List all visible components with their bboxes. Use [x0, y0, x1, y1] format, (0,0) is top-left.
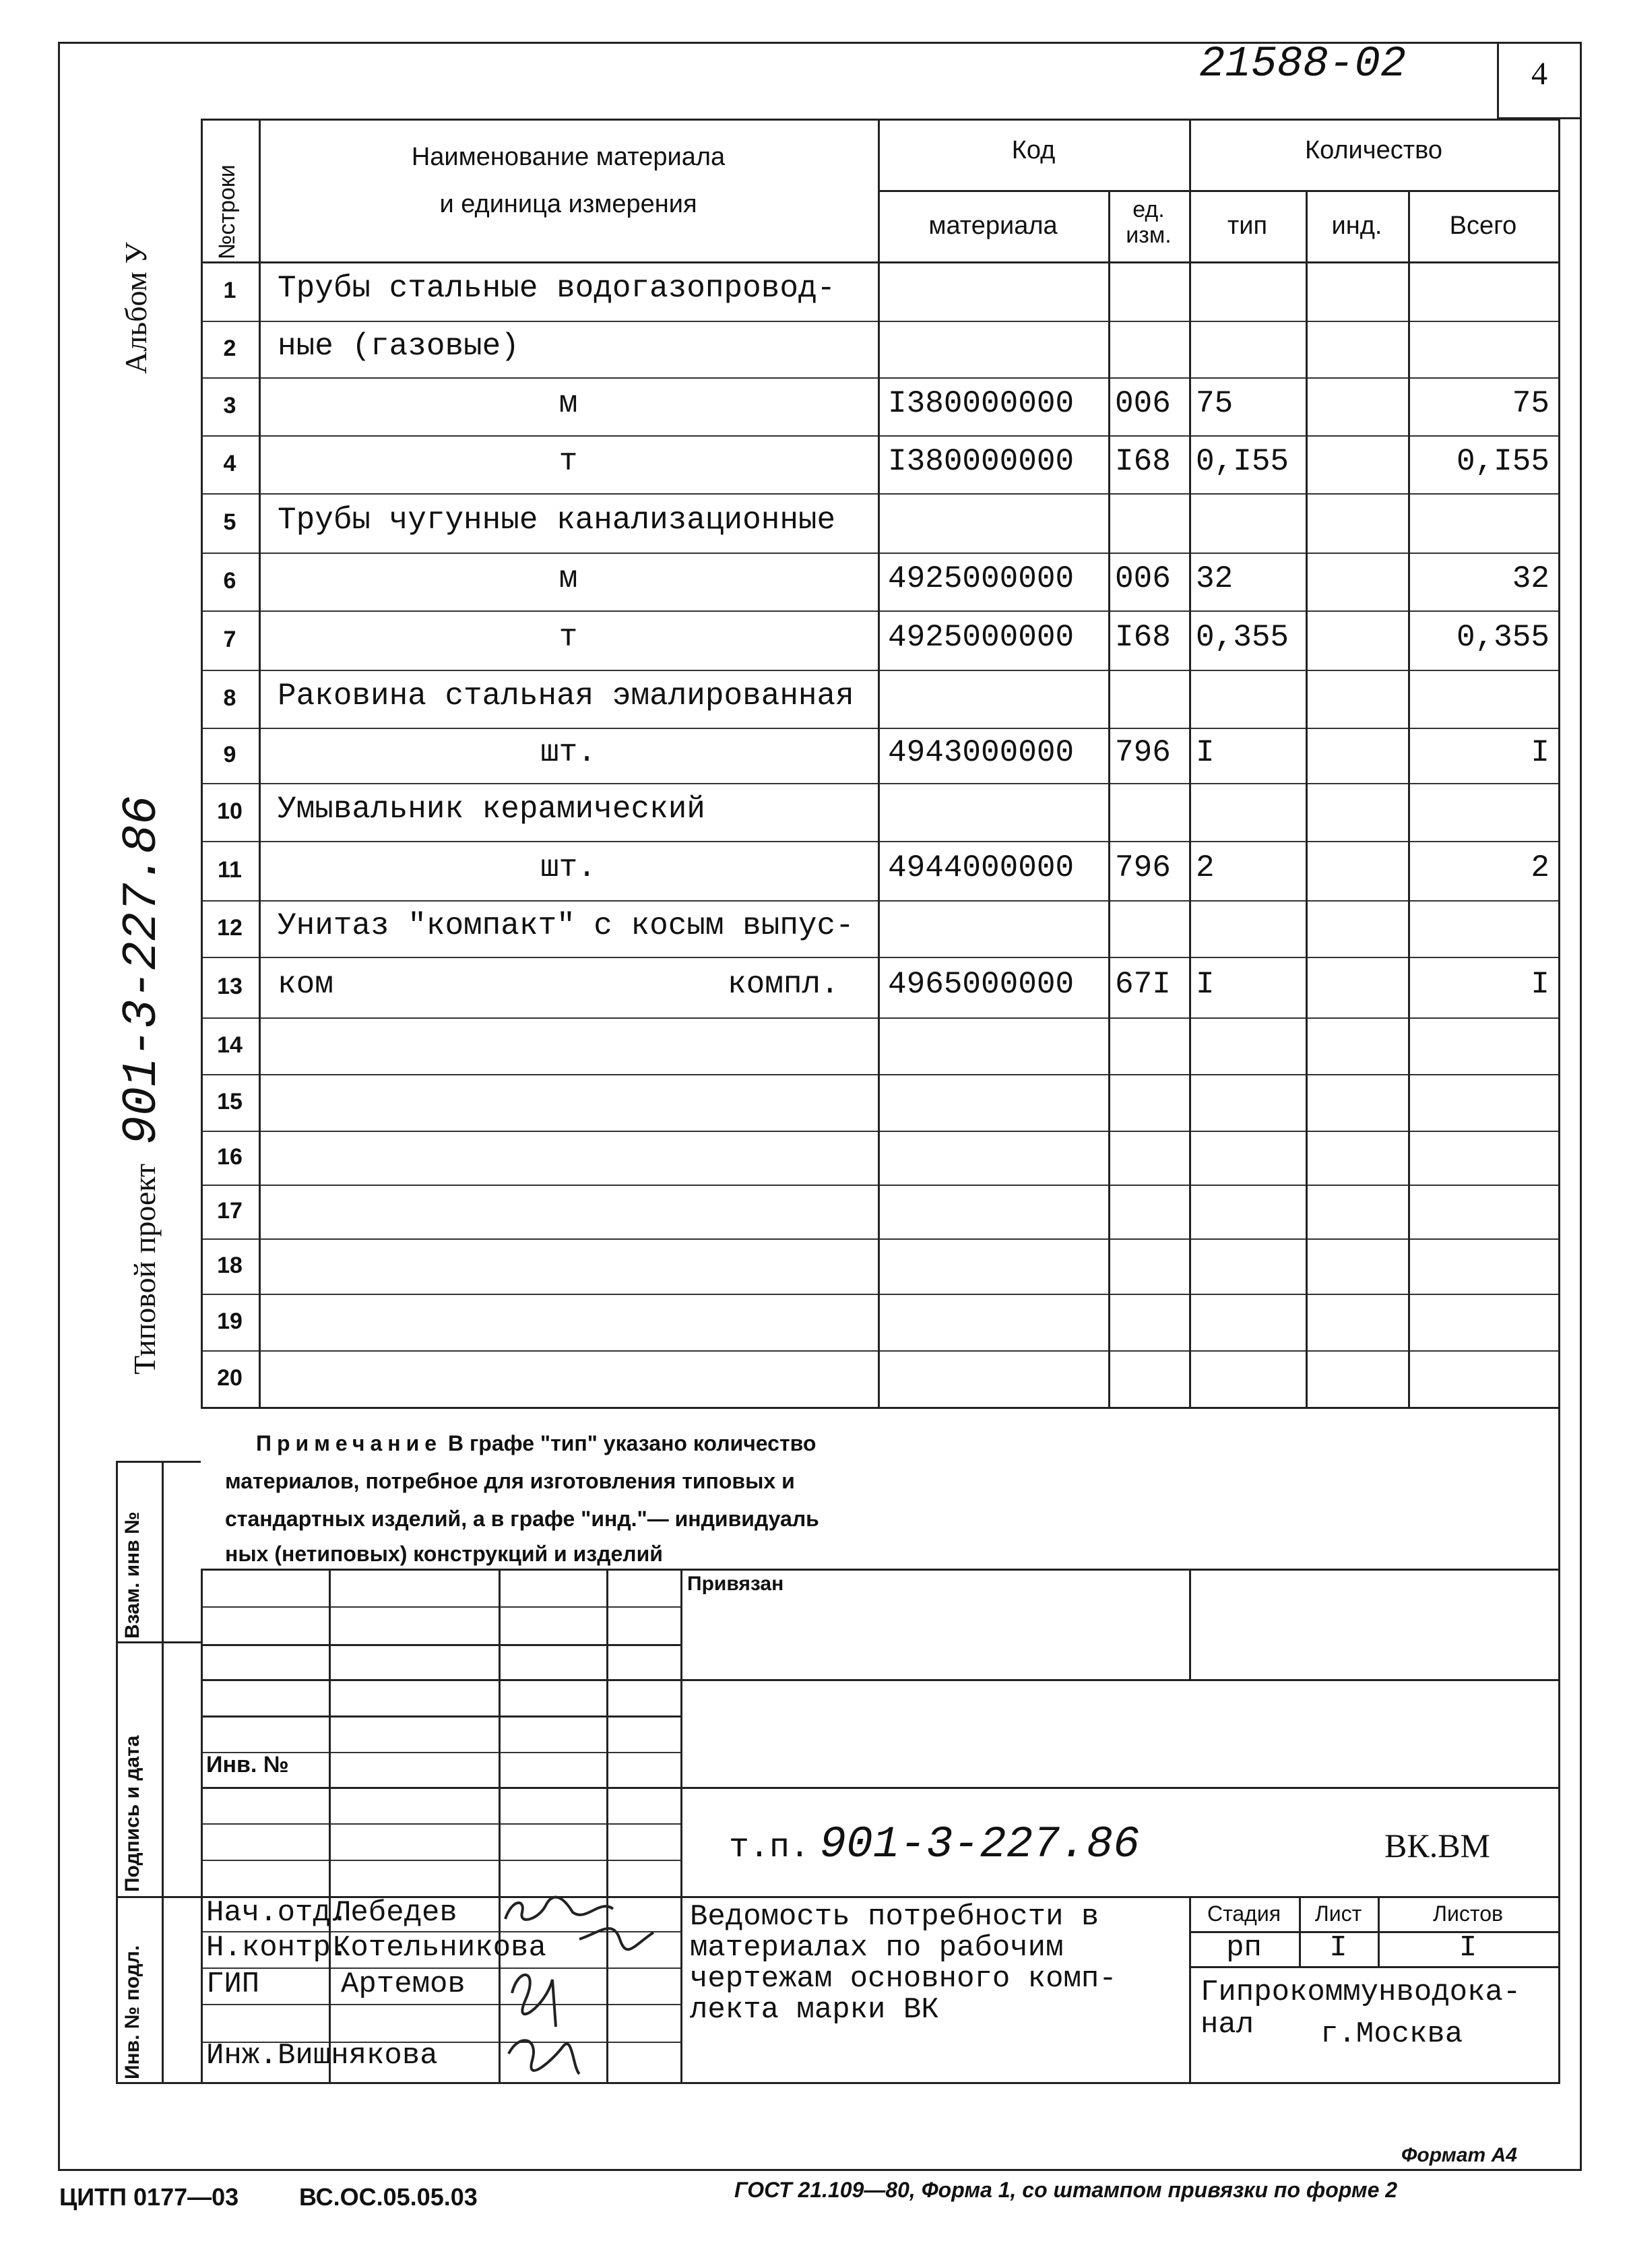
- org-line2: нал: [1201, 2008, 1254, 2042]
- role-norm-control: Н.контр.: [206, 1931, 349, 1965]
- note-title: Примечание: [256, 1431, 443, 1455]
- unit-code-cell: 796: [1115, 735, 1171, 770]
- row-number: 12: [217, 915, 243, 941]
- org-city: г.Москва: [1320, 2017, 1463, 2051]
- material-code-cell: I380000000: [888, 444, 1075, 479]
- material-code-cell: 4925000000: [888, 561, 1075, 596]
- project-code: 901-3-227.86: [115, 795, 170, 1145]
- type-cell: I: [1196, 735, 1215, 770]
- row-number: 6: [223, 568, 236, 594]
- sheet-value: I: [1329, 1931, 1347, 1965]
- sheet-label: Лист: [1314, 1901, 1362, 1926]
- name-header-line2: и единица измерения: [439, 190, 697, 218]
- sheets-label: Листов: [1433, 1901, 1503, 1926]
- doc-prefix: т.п.: [729, 1829, 810, 1867]
- unit-label-cell: шт.: [540, 850, 596, 885]
- unit-code-cell: I68: [1115, 444, 1171, 479]
- unit-label-cell: м: [558, 561, 578, 596]
- doc-number: 901-3-227.86: [819, 1819, 1140, 1870]
- material-name-cell: Унитаз "компакт" с косым выпус-: [278, 908, 854, 943]
- quantity-header: Количество: [1304, 136, 1443, 164]
- note-line4: ных (нетиповых) конструкций и изделий: [225, 1542, 663, 1566]
- project-label: [115, 796, 170, 1375]
- row-number: 3: [223, 393, 236, 418]
- row-number: 18: [217, 1253, 243, 1278]
- total-cell: 75: [1512, 386, 1549, 421]
- sheets-value: I: [1459, 1931, 1477, 1965]
- material-code-cell: 4965000000: [888, 967, 1075, 1002]
- doc-title-line3: чертежам основного комп-: [690, 1962, 1117, 1996]
- type-cell: 2: [1196, 850, 1215, 885]
- note-line3: стандартных изделий, а в графе "инд."— индивидуаль: [225, 1507, 819, 1531]
- unit-code-cell: 796: [1115, 850, 1171, 885]
- row-number: 10: [217, 798, 243, 824]
- total-header: Всего: [1449, 212, 1517, 240]
- inv-no-label: Инв. №: [206, 1752, 289, 1777]
- row-number: 11: [218, 857, 242, 883]
- total-cell: I: [1531, 967, 1549, 1002]
- material-name-cell: ные (газовые): [278, 329, 519, 364]
- stage-value: рп: [1226, 1931, 1262, 1965]
- material-name-cell: Трубы чугунные канализационные: [278, 503, 836, 538]
- unit-label-cell: компл.: [728, 967, 839, 1002]
- album-label: Альбом У: [119, 242, 153, 374]
- privyazan-label: Привязан: [687, 1573, 784, 1595]
- sheet-number: 4: [1531, 56, 1547, 92]
- unit-code-header: ед. изм.: [1126, 197, 1172, 248]
- row-number: 5: [223, 509, 236, 535]
- stage-label: Стадия: [1207, 1901, 1281, 1926]
- unit-code-cell: 006: [1115, 386, 1171, 421]
- type-cell: 0,I55: [1196, 444, 1289, 479]
- material-name-cell: Трубы стальные водогазопровод-: [278, 271, 836, 306]
- name-engineer: Вишнякова: [278, 2039, 438, 2073]
- name-chief-engineer: Артемов: [341, 1967, 466, 2001]
- row-number: 4: [223, 451, 236, 476]
- total-cell: 0,355: [1456, 620, 1549, 655]
- doc-title-line1: Ведомость потребности в: [690, 1900, 1099, 1934]
- material-code-cell: I380000000: [888, 386, 1075, 421]
- total-cell: 32: [1512, 561, 1549, 596]
- signatures-icon: [499, 1892, 680, 2082]
- row-number: 8: [223, 685, 236, 711]
- row-number: 1: [223, 278, 236, 303]
- row-number: 19: [217, 1309, 243, 1334]
- material-name-cell: ком: [278, 967, 333, 1002]
- role-head-dept: Нач.отд.: [206, 1896, 349, 1930]
- row-number: 13: [217, 974, 243, 999]
- unit-code-cell: 67I: [1115, 967, 1171, 1002]
- unit-label-cell: т: [558, 444, 578, 479]
- podpis-label: Подпись и дата: [121, 1735, 143, 1892]
- total-cell: 2: [1531, 850, 1549, 885]
- type-cell: 0,355: [1196, 620, 1289, 655]
- type-cell: 32: [1196, 561, 1234, 596]
- total-cell: I: [1531, 735, 1549, 770]
- inventory-number: 21588-02: [1199, 40, 1407, 89]
- material-code-cell: 4943000000: [888, 735, 1075, 770]
- row-number: 7: [223, 627, 236, 652]
- vzam-inv-label: Взам. инв №: [121, 1511, 143, 1639]
- unit-code-cell: 006: [1115, 561, 1171, 596]
- footer-right-text: ГОСТ 21.109—80, Форма 1, со штампом привязки по форме 2: [734, 2178, 1398, 2202]
- material-code-cell: 4944000000: [888, 850, 1075, 885]
- row-number: 15: [217, 1089, 243, 1114]
- inv-podl-label: Инв. № подл.: [121, 1945, 143, 2079]
- material-code-header: материала: [928, 212, 1058, 240]
- unit-label-cell: т: [558, 620, 578, 655]
- role-chief-engineer: ГИП: [206, 1967, 260, 2001]
- name-header-line1: Наименование материала: [411, 143, 726, 171]
- role-engineer: Инж.: [206, 2039, 278, 2073]
- format-label: Формат А4: [1401, 2144, 1517, 2166]
- note-line2: материалов, потребное для изготовления типовых и: [225, 1469, 795, 1493]
- row-number: 2: [223, 336, 236, 361]
- unit-label-cell: шт.: [540, 735, 596, 770]
- footer-mid-code: ВС.ОС.05.05.03: [299, 2183, 478, 2211]
- total-cell: 0,I55: [1456, 444, 1549, 479]
- name-head-dept: Лебедев: [333, 1896, 457, 1930]
- type-cell: 75: [1196, 386, 1234, 421]
- row-number: 17: [217, 1198, 243, 1224]
- unit-code-cell: I68: [1115, 620, 1171, 655]
- row-number-header: №строки: [214, 164, 240, 259]
- row-number: 16: [217, 1144, 243, 1170]
- doc-designation: [729, 1819, 1140, 1870]
- material-name-cell: Умывальник керамический: [278, 792, 705, 827]
- row-number: 14: [217, 1032, 243, 1058]
- doc-title-line4: лекта марки ВК: [690, 1993, 939, 2027]
- individual-header: инд.: [1331, 212, 1382, 240]
- type-cell: I: [1196, 967, 1215, 1002]
- row-number: 20: [217, 1365, 243, 1391]
- name-norm-control: Котельникова: [333, 1931, 546, 1965]
- note-text1: В графе "тип" указано количество: [447, 1431, 817, 1455]
- doc-title-line2: материалах по рабочим: [690, 1931, 1064, 1965]
- org-line1: Гипрокоммунводока-: [1201, 1976, 1521, 2009]
- unit-label-cell: м: [558, 386, 578, 421]
- type-header: тип: [1227, 212, 1268, 240]
- doc-mark: ВК.ВМ: [1384, 1827, 1491, 1864]
- footer-left-code: ЦИТП 0177—03: [59, 2183, 239, 2211]
- project-prefix: Типовой проект: [127, 1163, 162, 1375]
- note-line1: [256, 1431, 816, 1456]
- row-number: 9: [223, 742, 236, 767]
- code-header: Код: [1011, 136, 1056, 164]
- material-name-cell: Раковина стальная эмалированная: [278, 679, 854, 714]
- material-code-cell: 4925000000: [888, 620, 1075, 655]
